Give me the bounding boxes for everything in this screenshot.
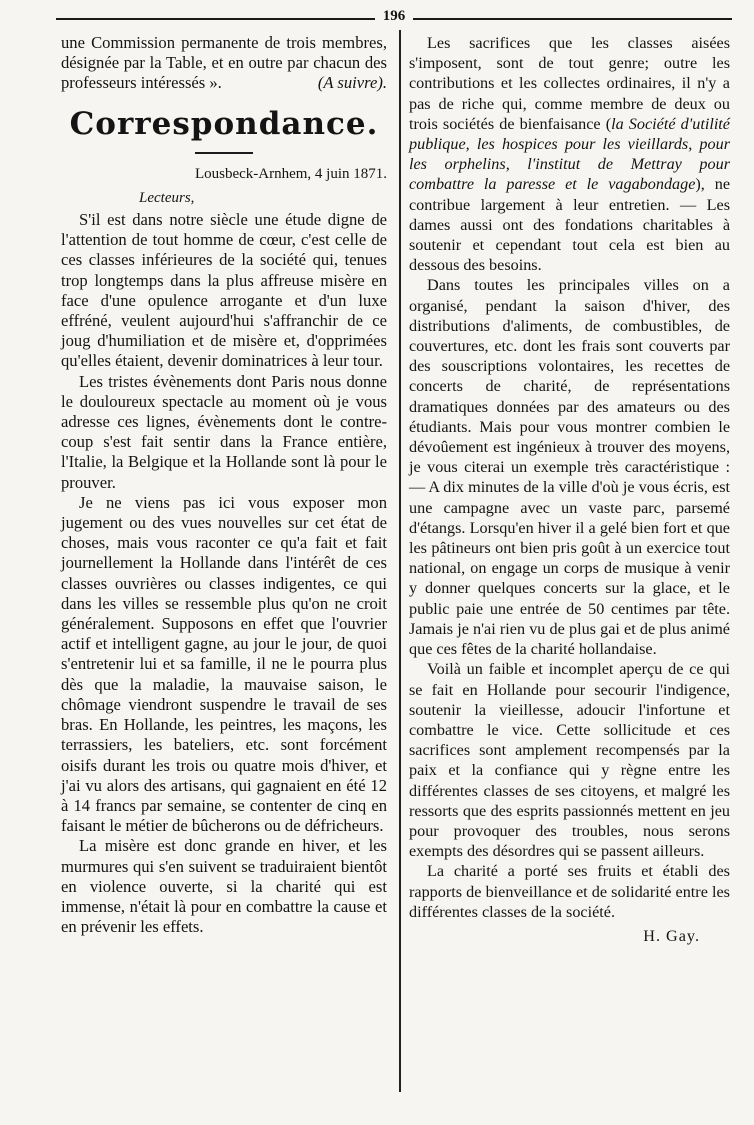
carry-over-text: une Commission permanente de trois membres, désignée par la Table, et en outre par chacun des professeurs intéressés ». [61, 33, 387, 93]
page-number: 196 [375, 8, 414, 24]
societies-list: la Société d'utilité publique, les hospices pour les vieillards, pour les orphelins, l'institut de Mettray pour combattre la paresse et le vagabondage [409, 114, 730, 194]
letter-paragraph: La charité a porté ses fruits et établi des rapports de bienveillance et de solidarité entre les différentes classes de la société. [409, 862, 730, 921]
letter-paragraph: Voilà un faible et incomplet aperçu de ce qui se fait en Hollande pour secourir l'indigence, soutenir la vieillesse, adoucir l'infortune et combattre le vice. Cette sollicitude et ces sacrifices sont amplement recompensés par la paix et la confiance qui y règne entre les différentes classes de ses citoyens, et malgré les ressorts que des esprits passionnés mettent en jeu pour provoquer des troubles, nous serons exempts des désordres qui se passent ailleurs. [409, 660, 730, 861]
letter-paragraph: Les tristes évènements dont Paris nous donne le douloureux spectacle au moment où je vous adresse ces lignes, évènements dont le contre-coup s'est fait sentir dans la France entière, l'Italie, la Belgique et la Hollande sont là pour le prouver. [61, 371, 387, 492]
right-column [409, 33, 730, 946]
letter-paragraph [409, 33, 730, 275]
signature: H. Gay. [643, 926, 700, 945]
page-number-row [56, 4, 732, 28]
paragraph-text: ), ne contribue largement à leur entretien. — Les dames aussi ont des fondations charitables à soutenir et cependant tout cela est bien au dessous des besoins. [409, 175, 731, 275]
column-divider [399, 30, 401, 1092]
heading-rule [195, 152, 253, 154]
letter-paragraph: La misère est donc grande en hiver, et les murmures qui s'en suivent se traduiraient bientôt en violence ouverte, si la charité qui est immense, n'était là pour en combattre la cause et en prévenir les effets. [61, 836, 387, 937]
letter-paragraph: Je ne viens pas ici vous exposer mon jugement ou des vues nouvelles sur cet état de choses, mais vous raconter ce qu'a fait et fait journellement la Hollande dans l'intérêt de ces classes ouvrières ou classes indigentes, ce qui dans les villes se ressemble plus qu'on ne croit généralement. Supposons en effet que l'ouvrier actif et intelligent gagne, au jour le jour, de quoi s'entretenir lui et sa famille, il ne le pourra plus dès que la maladie, la mauvaise saison, le chômage viendront suspendre le travail de ses bras. En Hollande, les peintres, les maçons, les terrassiers, les bateliers, etc. sont forcément oisifs durant les trois ou quatre mois d'hiver, et j'ai vu alors des artisans, qui gagnaient en été 12 à 14 francs par semaine, se contenter de cinq en faisant le métier de bûcherons ou de défricheurs. [61, 492, 387, 836]
dateline: Lousbeck-Arnhem, 4 juin 1871. [194, 165, 387, 182]
section-heading-row [61, 104, 387, 144]
letter-paragraph: Dans toutes les principales villes on a organisé, pendant la saison d'hiver, des distributions d'aliments, de combustibles, de couvertures, etc. dont les frais sont couverts par des souscriptions volontaires, les recettes de concerts de charité, de représentations dramatiques données par des amateurs ou des étudiants. Mais pour vous montrer combien le dévoûement est ingénieux à trouver des moyens, je vous citerai un exemple très caractéristique : — A dix minutes de la ville d'où je vous écris, est une campagne avec un vaste parc, parsemé d'étangs. Lorsqu'en hiver il a gelé bien fort et que les pâtineurs ont bien pris goût à un exercice tout national, on engage un corps de musique à venir y donner quelques concerts sur la glace, et le public paie une entrée de 50 centimes par tête. Jamais je n'ai rien vu de plus gai et de plus animé que ces fêtes de la charité hollandaise. [409, 276, 730, 659]
salutation: Lecteurs, [139, 189, 195, 206]
letter-paragraph: S'il est dans notre siècle une étude digne de l'attention de tout homme de cœur, c'est celle de ces classes inférieures de la société qui, tenues trop longtemps dans la plus affreuse misère en face d'une opulence arrogante et d'un luxe effréné, veulent aujourd'hui s'affranchir de ce joug d'humiliation et de misère et, d'opprimées qu'elles étaient, devenir dominatrices à leur tour. [61, 210, 387, 371]
paragraph-text: Les sacrifices que les classes aisées s'imposent, sont de tout genre; outre les contributions et les collectes ordinaires, il n'y a pas de riche qui, comme membre de deux ou trois sociétés de bienfaisance ( [409, 34, 730, 133]
continued-note: (A suivre). [317, 73, 387, 93]
section-heading: Correspondance. [69, 105, 379, 142]
left-column [61, 33, 387, 937]
carry-over-paragraph [61, 33, 387, 94]
page-header [56, 4, 732, 30]
